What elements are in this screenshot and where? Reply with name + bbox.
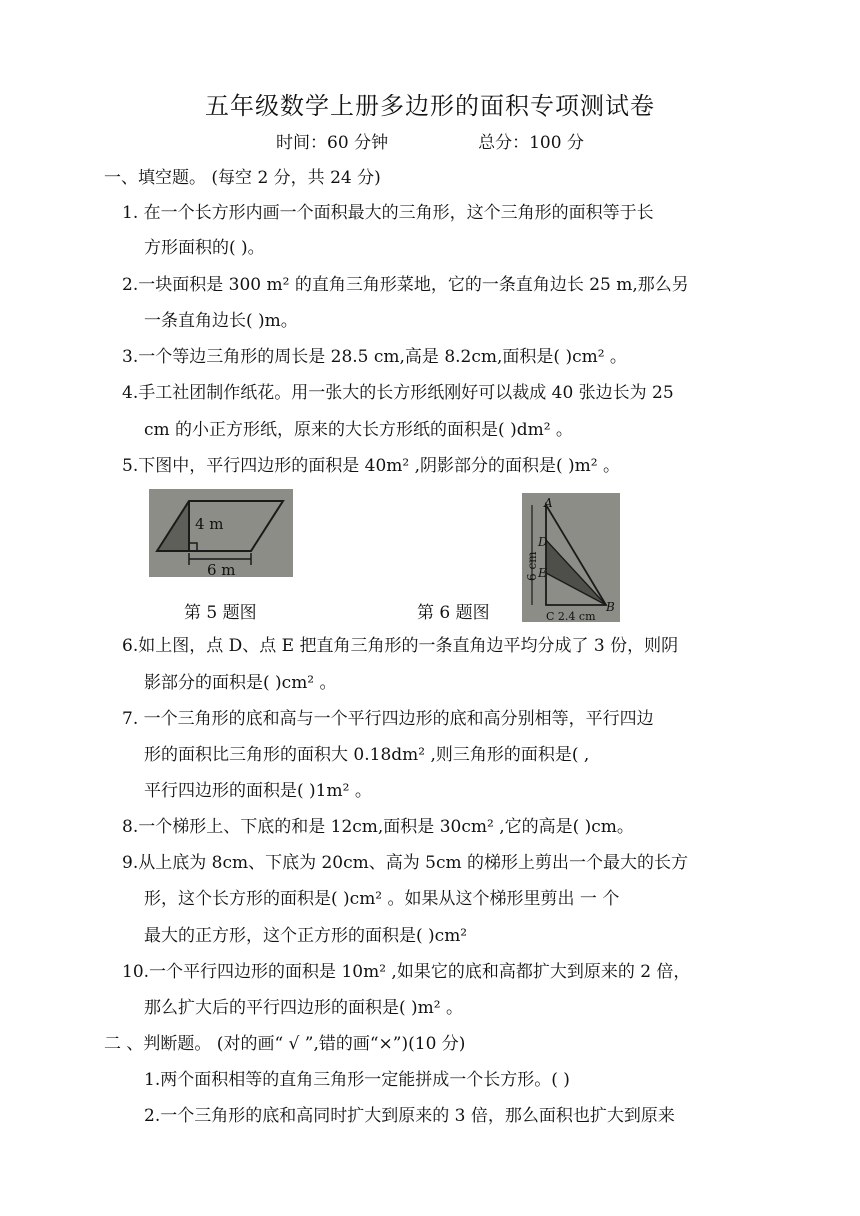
exam-info xyxy=(0,128,860,153)
base-label: C 2.4 cm xyxy=(546,610,596,622)
q10-line2: 那么扩大后的平行四边形的面积是( )m² 。 xyxy=(144,998,464,1018)
q1-line1: 1. 在一个长方形内画一个面积最大的三角形，这个三角形的面积等于长 xyxy=(122,203,654,223)
figure-5-photo xyxy=(149,489,293,577)
q10-line1: 10.一个平行四边形的面积是 10m² ,如果它的底和高都扩大到原来的 2 倍， xyxy=(122,962,691,982)
q4-line2: cm 的小正方形纸，原来的大长方形纸的面积是( )dm² 。 xyxy=(144,420,573,440)
figure-5-caption: 第 5 题图 xyxy=(184,603,257,623)
time-limit: 时间：60 分钟 xyxy=(276,133,389,153)
q2-line2: 一条直角边长( )m。 xyxy=(144,311,298,331)
q3-line: 3.一个等边三角形的周长是 28.5 cm,高是 8.2cm,面积是( )cm² 。 xyxy=(122,347,627,367)
figure-6-caption: 第 6 题图 xyxy=(417,603,490,623)
q4-line1: 4.手工社团制作纸花。用一张大的长方形纸刚好可以裁成 40 张边长为 25 xyxy=(122,383,674,403)
q7-line3: 平行四边形的面积是( )1m² 。 xyxy=(144,781,372,801)
page-title: 五年级数学上册多边形的面积专项测试卷 xyxy=(205,92,655,120)
q9-line2: 形，这个长方形的面积是( )cm² 。如果从这个梯形里剪出 一 个 xyxy=(144,889,620,909)
q2-line1: 2.一块面积是 300 m² 的直角三角形菜地，它的一条直角边长 25 m,那么另 xyxy=(122,275,689,295)
point-a-label: A xyxy=(544,496,553,510)
q1-line2: 方形面积的( )。 xyxy=(144,238,265,258)
parallelogram-diagram xyxy=(149,489,293,577)
side-label: 6 cm xyxy=(525,551,539,581)
q8-line: 8.一个梯形上、下底的和是 12cm,面积是 30cm² ,它的高是( )cm。 xyxy=(122,817,634,837)
q5-line: 5.下图中，平行四边形的面积是 40m² ,阴影部分的面积是( )m² 。 xyxy=(122,456,621,476)
height-label: 4 m xyxy=(195,515,224,533)
q7-line1: 7. 一个三角形的底和高与一个平行四边形的底和高分别相等，平行四边 xyxy=(122,709,654,729)
section-2-heading: 二 、判断题。 (对的画“ √ ”,错的画“×”)(10 分) xyxy=(104,1034,466,1054)
point-e-label: E xyxy=(538,566,547,580)
total-score: 总分：100 分 xyxy=(478,133,584,153)
base-label: 6 m xyxy=(207,561,236,577)
point-d-label: D xyxy=(538,535,548,549)
right-angle-mark xyxy=(189,543,197,551)
q9-line3: 最大的正方形，这个正方形的面积是( )cm² xyxy=(144,926,468,946)
judge-q1: 1.两个面积相等的直角三角形一定能拼成一个长方形。( ) xyxy=(144,1070,570,1090)
q9-line1: 9.从上底为 8cm、下底为 20cm、高为 5cm 的梯形上剪出一个最大的长方 xyxy=(122,853,689,873)
q6-line2: 影部分的面积是( )cm² 。 xyxy=(144,673,337,693)
q6-line1: 6.如上图，点 D、点 E 把直角三角形的一条直角边平均分成了 3 份，则阴 xyxy=(122,636,679,656)
judge-q2: 2.一个三角形的底和高同时扩大到原来的 3 倍，那么面积也扩大到原来 xyxy=(144,1106,675,1126)
section-1-heading: 一、填空题。 (每空 2 分，共 24 分) xyxy=(104,168,381,188)
triangle-diagram xyxy=(522,493,620,622)
point-b-label: B xyxy=(606,600,615,614)
q7-line2: 形的面积比三角形的面积大 0.18dm² ,则三角形的面积是( , xyxy=(144,745,590,765)
figure-6-photo xyxy=(522,493,620,622)
